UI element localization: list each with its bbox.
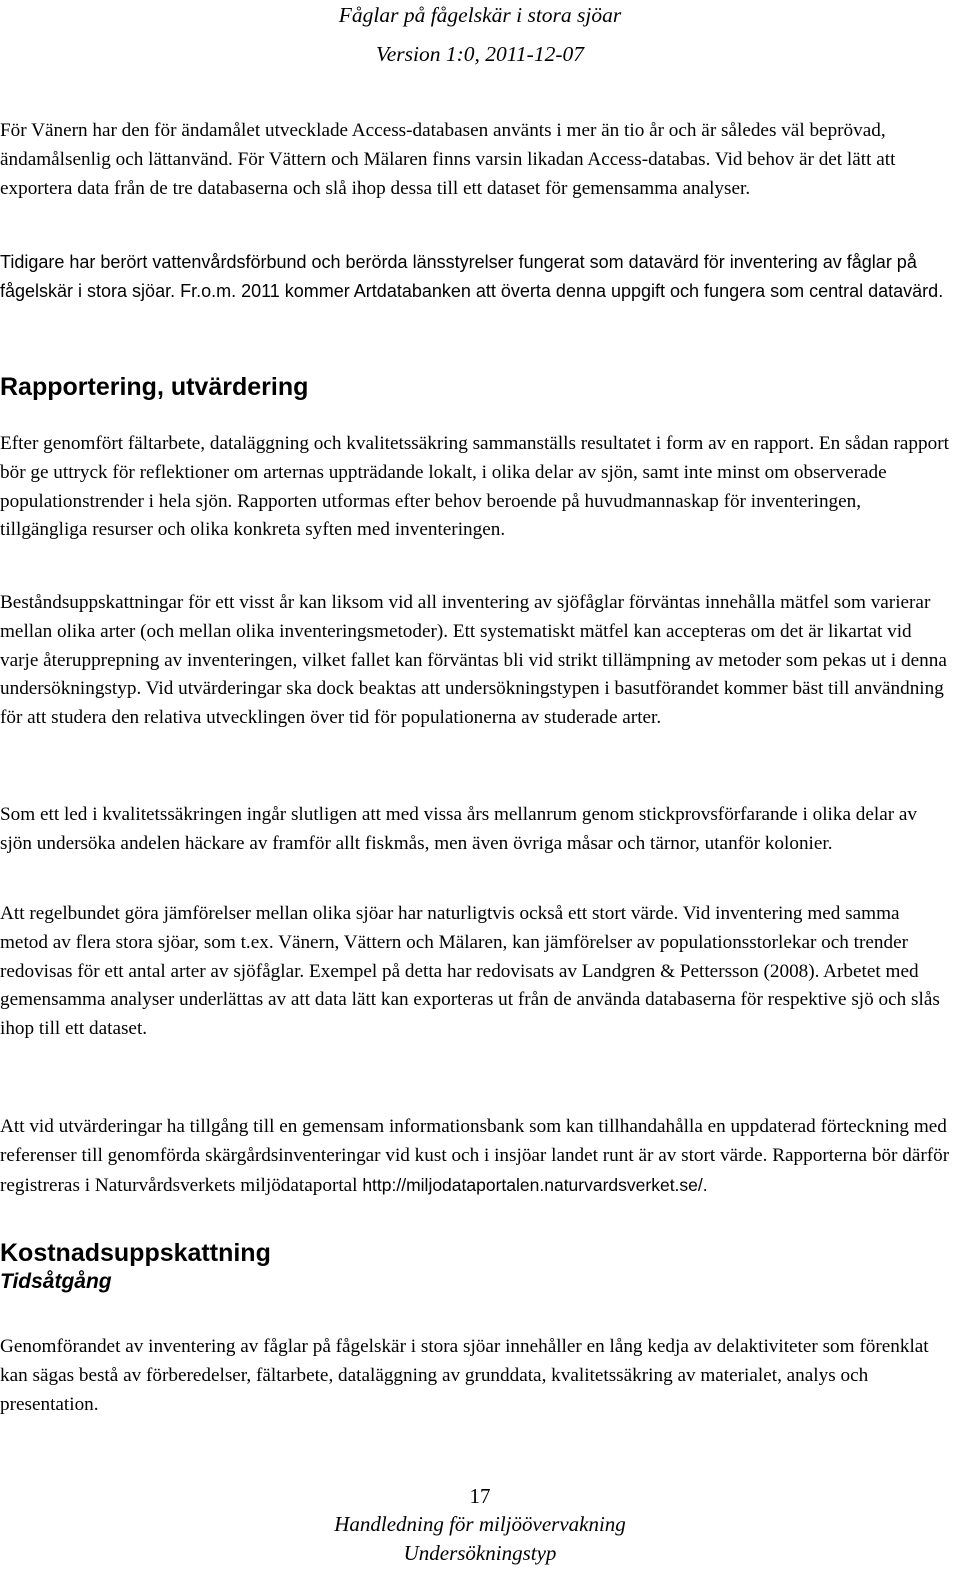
section-heading-rapportering: Rapportering, utvärdering [0, 373, 309, 401]
footer-document-type: Undersökningstyp [403, 1541, 557, 1565]
subsection-heading-tidsatgang: Tidsåtgång [0, 1270, 112, 1293]
paragraph-kvalitetssakring: Som ett led i kvalitetssäkringen ingår slutligen att med vissa års mellanrum genom stickprovsförfarande i olika delar av sjön undersöka andelen häckare av framför allt fiskmås, men även övriga måsar och tärnor, utanför kolonier. [0, 804, 918, 854]
paragraph-genomforandet: Genomförandet av inventering av fåglar på fågelskär i stora sjöar innehåller en lång kedja av delaktiviteter som förenklat kan sägas bestå av förberedelser, fältarbete, dataläggning av grunddata, kvalitetssäkring av materialet, analys och presentation. [0, 1336, 929, 1415]
page-number: 17 [469, 1484, 491, 1508]
section-heading-kostnadsuppskattning: Kostnadsuppskattning [0, 1239, 271, 1267]
paragraph-informationsbank [0, 1113, 950, 1200]
paragraph-jamforelser: Att regelbundet göra jämförelser mellan olika sjöar har naturligtvis också ett stort värde. Vid inventering med samma metod av flera stora sjöar, som t.ex. Vänern, Vättern och Mälaren, kan jämförelser av populationsstorlekar och trender redovisas för ett antal arter av sjöfåglar. Exempel på detta har redovisats av Landgren & Pettersson (2008). Arbetet med gemensamma analyser underlättas av att data lätt kan exporteras ut från de använda databaserna för respektive sjö och slås ihop till ett dataset. [0, 903, 940, 1040]
paragraph-datavard: Tidigare har berört vattenvårdsförbund och berörda länsstyrelser fungerat som datavärd för inventering av fåglar på fågelskär i stora sjöar. Fr.o.m. 2011 kommer Artdatabanken att överta denna uppgift och fungera som central datavärd. [0, 252, 944, 301]
footer-handbook-title: Handledning för miljöövervakning [334, 1512, 626, 1536]
paragraph-informationsbank-text: Att vid utvärderingar ha tillgång till en gemensam informationsbank som kan tillhandahålla en uppdaterad förteckning med referenser till genomförda skärgårdsinventeringar vid kust och i insjöar landet runt är av stort värde. Rapporterna bör därför registreras i Naturvårdsverkets miljödataportal [0, 1116, 950, 1196]
paragraph-databases: För Vänern har den för ändamålet utvecklade Access-databasen använts i mer än tio år och är således väl beprövad, ändamålsenlig och lättanvänd. För Vättern och Mälaren finns varsin likadan Access-databas. Vid behov är det lätt att exportera data från de tre databaserna och slå ihop dessa till ett dataset för gemensamma analyser. [0, 120, 896, 199]
running-header-version: Version 1:0, 2011-12-07 [375, 42, 584, 66]
running-header-title: Fåglar på fågelskär i stora sjöar [338, 3, 622, 27]
miljodataportal-link[interactable]: http://miljodataportalen.naturvardsverket.se/. [362, 1174, 708, 1195]
paragraph-rapport: Efter genomfört fältarbete, dataläggning och kvalitetssäkring sammanställs resultatet i form av en rapport. En sådan rapport bör ge uttryck för reflektioner om arternas uppträdande lokalt, i olika delar av sjön, samt inte minst om observerade populationstrender i hela sjön. Rapporten utformas efter behov beroende på huvudmannaskap för inventeringen, tillgängliga resurser och olika konkreta syften med inventeringen. [0, 433, 949, 541]
paragraph-bestandsuppskattningar: Beståndsuppskattningar för ett visst år kan liksom vid all inventering av sjöfåglar förväntas innehålla mätfel som varierar mellan olika arter (och mellan olika inventeringsmetoder). Ett systematiskt mätfel kan accepteras om det är likartat vid varje återupprepning av inventeringen, vilket fallet kan förväntas bli vid strikt tillämpning av metoder som pekas ut i denna undersökningstyp. Vid utvärderingar ska dock beaktas att undersökningstypen i basutförandet kommer bäst till användning för att studera den relativa utvecklingen över tid för populationerna av studerade arter. [0, 592, 947, 729]
